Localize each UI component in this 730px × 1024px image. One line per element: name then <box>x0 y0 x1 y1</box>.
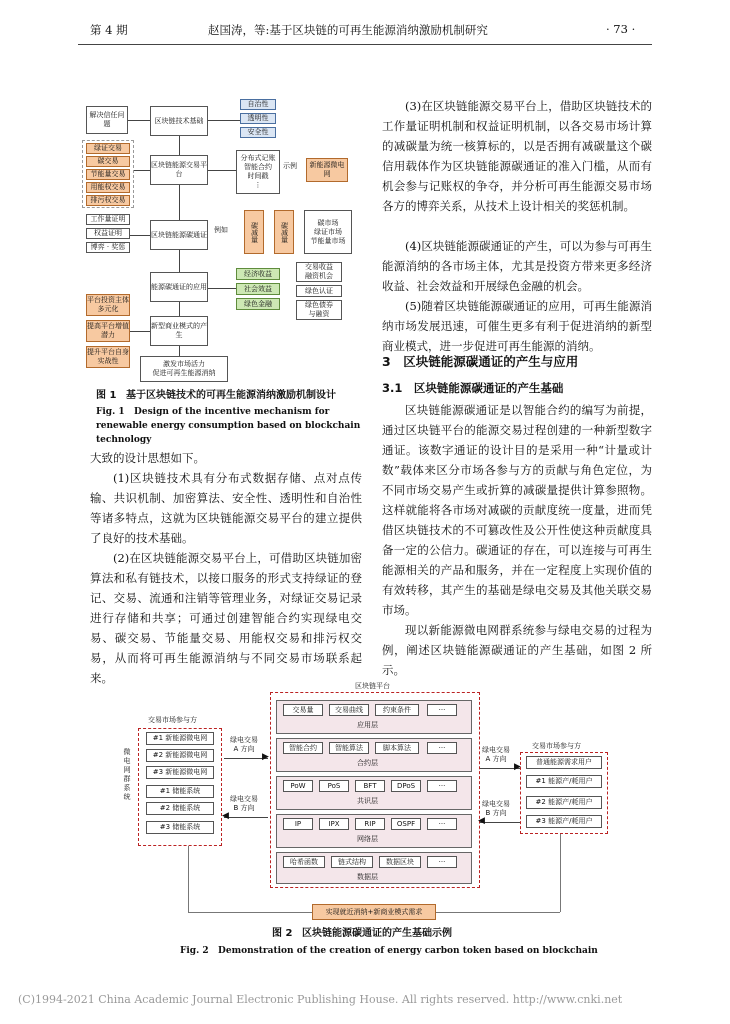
fig1-final-box: 激发市场活力 促进可再生能源消纳 <box>140 356 228 382</box>
fig1-property-item: 安全性 <box>240 127 276 138</box>
fig2-caption-title: 区块链能源碳通证的产生基础示例 <box>302 928 452 939</box>
fig2-left-item: #3 新能源微电网 <box>146 766 214 779</box>
section-3-heading: 3 区块链能源碳通证的产生与应用 <box>382 354 579 369</box>
fig2-layer-item: PoS <box>319 780 349 792</box>
fig2-layer-name: 网络层 <box>357 835 378 843</box>
fig2-layer-name: 合约层 <box>357 759 378 767</box>
fig2-caption-en-title: Demonstration of the creation of energy carbon token based on blockchain <box>218 946 598 956</box>
right-para-6: 区块链能源碳通证是以智能合约的编写为前提，通过区块链平台的能源交易过程创建的一种新型数字通证。该数字通证的设计目的是采用一种“计量或计数”载体来区分市场各参与方的贡献与角色定位，为不同市场交易产生或折算的减碳量提供计算参照物。这样就能将各市场对减碳的贡献度统一度量，进而凭借区块链技术的不可篡改性及公开性使这种贡献度具备一定的公信力。碳通证的存在，可以连接与可再生能源相关的产品和服务，并在一定程度上实现价值的有效转移，其产生的基础是绿电交易及其他关联交易市场。 <box>382 403 652 617</box>
fig1-platform-box: 区块链能源交易平台 <box>150 155 208 185</box>
fig1-caption-cn <box>96 388 336 403</box>
fig2-right-item: #3 能源产/耗用户 <box>526 815 602 828</box>
page-number: · 73 · <box>606 22 636 36</box>
fig1-reduce-box: 碳减量 <box>244 210 264 254</box>
fig2-layer-item: ··· <box>427 818 457 830</box>
fig2-left-item: #1 新能源微电网 <box>146 732 214 745</box>
fig1-connector <box>208 288 236 289</box>
fig1-connector <box>179 346 180 356</box>
fig1-trade-item: 排污权交易 <box>86 195 130 206</box>
fig2-layer-name: 数据层 <box>357 873 378 881</box>
fig1-impact-item: 平台投资主体多元化 <box>86 294 130 316</box>
fig2-caption-en-label: Fig. 2 <box>180 946 209 956</box>
fig2-layer-contract <box>276 738 472 772</box>
fig1-trade-item: 绿证交易 <box>86 143 130 154</box>
fig2-layer-item: 智能算法 <box>329 742 369 754</box>
fig1-mechanism-item: 权益证明 <box>86 228 130 239</box>
fig1-connector <box>179 302 180 316</box>
fig1-connector <box>179 185 180 220</box>
fig1-connector <box>128 120 150 121</box>
fig2-layer-item: 交易量 <box>283 704 323 716</box>
fig2-layer-item: 数据区块 <box>379 856 421 868</box>
fig2-left-item: #3 储能系统 <box>146 821 214 834</box>
fig2-layer-item: 哈希函数 <box>283 856 325 868</box>
fig1-caption-label: 图 1 <box>96 390 117 401</box>
fig2-layer-item: DPoS <box>391 780 421 792</box>
fig2-layer-item: ··· <box>427 856 457 868</box>
fig1-benefit-item: 经济收益 <box>236 268 280 280</box>
left-para-1: (1)区块链技术具有分布式数据存储、点对点传输、共识机制、加密算法、安全性、透明性和自治性等诸多特点，这就为区块链能源交易平台的建立提供了良好的技术基础。 <box>90 471 362 545</box>
fig2-layer-name: 共识层 <box>357 797 378 805</box>
fig2-right-item: #2 能源产/耗用户 <box>526 796 602 809</box>
fig2-caption-cn <box>272 926 452 941</box>
fig2-layer-item: BFT <box>355 780 385 792</box>
fig2-right-item: 普通能源需求用户 <box>526 756 602 769</box>
fig1-microgrid-box: 新能源微电网 <box>306 158 348 182</box>
fig1-benefit-note: 交易收益 融资机会 <box>296 262 342 282</box>
fig2-left-item: #2 新能源微电网 <box>146 749 214 762</box>
fig1-example-label: 示例 <box>283 162 297 170</box>
fig2-layer-item: 交易曲线 <box>329 704 369 716</box>
arrow-right-icon: ▶ <box>514 762 521 772</box>
fig2-arrow-b-right-label: 绿电交易 B 方向 <box>482 800 510 817</box>
fig2-layer-item: 链式结构 <box>331 856 373 868</box>
fig2-bottom-box: 实现就近消纳+新商业模式需求 <box>312 904 436 920</box>
right-para-5: (5)随着区块链能源碳通证的应用，可再生能源消纳市场发展迅速，可催生更多有利于促进消纳的新型商业模式，进一步促进可再生能源的消纳。 <box>382 299 652 353</box>
fig2-loop-line <box>560 834 561 912</box>
fig2-layer-item: ··· <box>427 742 457 754</box>
fig2-arrow-a-right-label: 绿电交易 A 方向 <box>482 746 510 763</box>
fig2-layer-name: 应用层 <box>357 721 378 729</box>
fig2-layer-item: PoW <box>283 780 313 792</box>
fig2-loop-line <box>188 846 189 912</box>
fig2-group-label: 微电网群系统 <box>123 748 131 801</box>
fig2-layer-item: OSPF <box>391 818 421 830</box>
fig1-market-subject-box: 碳市场 绿证市场 节能量市场 <box>304 210 352 254</box>
fig1-connector <box>179 250 180 272</box>
fig1-caption-title: 基于区块链技术的可再生能源消纳激励机制设计 <box>126 390 336 401</box>
fig1-mechanism-item: 工作量证明 <box>86 214 130 225</box>
fig2-layer-application <box>276 700 472 734</box>
fig1-benefit-note: 绿色认证 <box>296 285 342 297</box>
fig1-connector <box>208 170 236 171</box>
fig1-trade-item: 碳交易 <box>86 156 130 167</box>
fig1-impact-item: 提高平台增值潜力 <box>86 320 130 342</box>
fig1-impact-item: 提升平台自身实战性 <box>86 346 130 368</box>
fig2-right-title: 交易市场参与方 <box>532 742 581 750</box>
fig1-connector <box>130 235 150 236</box>
fig1-benefit-note: 绿色债券 与融资 <box>296 300 342 320</box>
fig2-layer-item: 脚本算法 <box>375 742 419 754</box>
fig2-platform-label: 区块链平台 <box>355 682 390 690</box>
fig2-right-item: #1 能源产/耗用户 <box>526 775 602 788</box>
fig1-tech-box: 区块链技术基础 <box>150 106 208 136</box>
left-para-0: 大致的设计思想如下。 <box>90 451 205 465</box>
fig2-left-title: 交易市场参与方 <box>148 716 197 724</box>
fig2-left-item: #1 储能系统 <box>146 785 214 798</box>
fig1-mechanism-item: 博弈 · 奖惩 <box>86 242 130 253</box>
right-para-3: (3)在区块链能源交易平台上，借助区块链技术的工作量证明机制和权益证明机制，以各交易市场计算的减碳量为统一核算标的，以是否拥有减碳量这个碳信用载体作为区块链能源碳通证的准入门槛，从而有机会参与记账权的争夺，并分析可再生能源交易市场各方的博弈关系，从技术上设计相关的奖惩机制。 <box>382 99 652 213</box>
fig2-left-item: #2 储能系统 <box>146 802 214 815</box>
fig1-property-item: 自治性 <box>240 99 276 110</box>
fig2-layer-item: 约束条件 <box>375 704 419 716</box>
fig2-layer-item: ··· <box>427 704 457 716</box>
right-para-7: 现以新能源微电网群系统参与绿电交易的过程为例，阐述区块链能源碳通证的产生基础，如图 2 所示。 <box>382 623 652 677</box>
fig2-layer-item: IPX <box>319 818 349 830</box>
fig1-token-box: 区块链能源碳通证 <box>150 220 208 250</box>
fig1-property-item: 透明性 <box>240 113 276 124</box>
section-3-1-heading: 3.1 区块链能源碳通证的产生基础 <box>382 381 564 395</box>
fig1-trade-item: 用能权交易 <box>86 182 130 193</box>
fig2-layer-item: RIP <box>355 818 385 830</box>
fig1-connector <box>179 136 180 155</box>
running-title: 赵国涛，等:基于区块链的可再生能源消纳激励机制研究 <box>208 23 488 37</box>
fig1-apps-box: 能源碳通证的应用 <box>150 272 208 302</box>
fig1-benefit-item: 社会效益 <box>236 283 280 295</box>
fig2-arrow-b-left-label: 绿电交易 B 方向 <box>230 795 258 812</box>
fig1-caption-en <box>96 405 366 447</box>
fig2-arrow-a-left-label: 绿电交易 A 方向 <box>230 736 258 753</box>
fig1-trust-box: 解决信任问题 <box>86 106 128 134</box>
fig1-newmode-box: 新型商业模式的产生 <box>150 316 208 346</box>
fig2-arrow-b-left <box>224 817 268 818</box>
issue-number: 第 4 期 <box>90 23 128 37</box>
header-rule <box>78 44 652 45</box>
fig1-eg-label: 例如 <box>214 226 228 234</box>
fig2-caption-en <box>180 944 598 958</box>
fig1-connector <box>134 170 150 171</box>
fig2-arrow-b-right <box>480 822 520 823</box>
fig2-layer-item: 智能合约 <box>283 742 323 754</box>
fig1-ledger-box: 分布式记账 智能合约 时间戳 ⋮ <box>236 150 280 194</box>
arrow-left-icon: ◀ <box>222 811 229 821</box>
fig1-benefit-item: 绿色金融 <box>236 298 280 310</box>
fig1-connector <box>130 331 150 332</box>
right-para-4: (4)区块链能源碳通证的产生，可以为参与可再生能源消纳的各市场主体，尤其是投资方带来更多经济收益、社会效益和开展绿色金融的机会。 <box>382 239 652 293</box>
fig2-layer-data <box>276 852 472 884</box>
fig2-loop-line <box>188 912 312 913</box>
fig2-loop-line <box>436 912 560 913</box>
fig1-reduce-box-2: 碳减量 <box>274 210 294 254</box>
left-para-2: (2)在区块链能源交易平台上，可借助区块链加密算法和私有链技术，以接口服务的形式支持绿证的登记、交易、流通和注销等管理业务，对绿证交易记录进行存储和共享；可通过创建智能合约实现绿电交易、碳交易、节能量交易、用能权交易和排污权交易，从而将可再生能源消纳与不同交易市场联系起来。 <box>90 551 362 685</box>
fig1-connector <box>208 120 240 121</box>
copyright-footer: (C)1994-2021 China Academic Journal Electronic Publishing House. All rights reserved. http://www.cnki.net <box>18 993 623 1006</box>
fig2-layer-consensus <box>276 776 472 810</box>
fig2-layer-item: ··· <box>427 780 457 792</box>
fig2-caption-label: 图 2 <box>272 928 293 939</box>
fig1-trade-item: 节能量交易 <box>86 169 130 180</box>
fig2-layer-item: IP <box>283 818 313 830</box>
fig1-caption-en-label: Fig. 1 <box>96 407 125 417</box>
arrow-left-icon: ◀ <box>478 816 485 826</box>
fig2-layer-network <box>276 814 472 848</box>
fig1-caption-en-title: Design of the incentive mechanism for renewable energy consumption based on blockchain technology <box>96 407 361 445</box>
arrow-right-icon: ▶ <box>262 752 269 762</box>
